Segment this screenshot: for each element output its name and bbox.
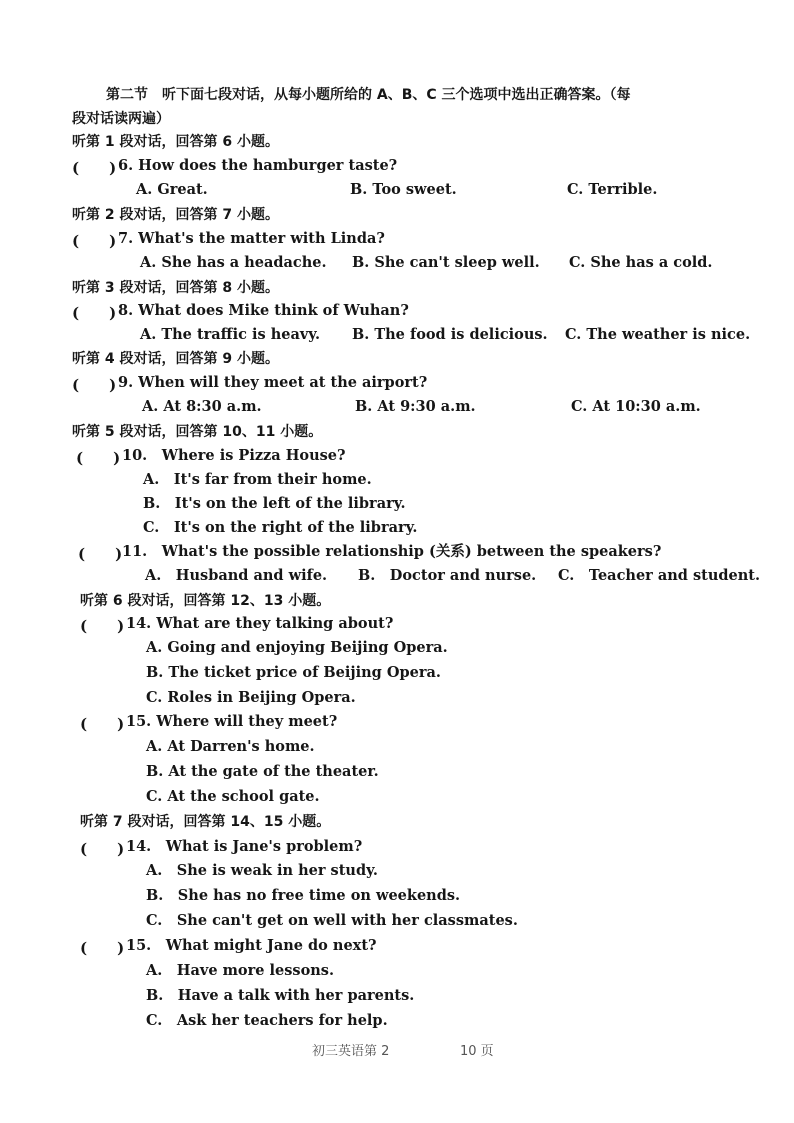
answer-blank[interactable]: ( )	[80, 840, 125, 858]
option-a: A. The traffic is heavy.	[140, 326, 321, 343]
option-b: B. Doctor and nurse.	[358, 567, 537, 584]
dialogue-intro: 听第 6 段对话，回答第 12、13 小题。	[80, 593, 331, 609]
option-a: A. She is weak in her study.	[146, 862, 378, 879]
answer-blank[interactable]: ( )	[78, 545, 123, 563]
option-c: C. Terrible.	[567, 181, 658, 198]
question-text: 6. How does the hamburger taste?	[118, 157, 398, 174]
answer-blank[interactable]: ( )	[80, 715, 125, 733]
option-b: B. The ticket price of Beijing Opera.	[146, 664, 441, 681]
question-text: 8. What does Mike think of Wuhan?	[118, 302, 409, 319]
answer-blank[interactable]: ( )	[80, 939, 125, 957]
question-text: 10. Where is Pizza House?	[122, 447, 346, 464]
option-c: C. At 10:30 a.m.	[571, 398, 701, 415]
option-b: B. Have a talk with her parents.	[146, 987, 415, 1004]
option-c: C. Teacher and student.	[558, 567, 761, 584]
option-c: C. She has a cold.	[569, 254, 713, 271]
option-c: C. The weather is nice.	[565, 326, 751, 343]
option-a: A. At Darren's home.	[146, 738, 315, 755]
dialogue-intro: 听第 4 段对话，回答第 9 小题。	[72, 351, 279, 367]
question-text: 14. What are they talking about?	[126, 615, 394, 632]
dialogue-intro: 听第 2 段对话，回答第 7 小题。	[72, 207, 279, 223]
option-b: B. The food is delicious.	[352, 326, 548, 343]
option-a: A. Going and enjoying Beijing Opera.	[146, 639, 448, 656]
dialogue-intro: 听第 7 段对话，回答第 14、15 小题。	[80, 814, 331, 830]
option-b: B. At 9:30 a.m.	[355, 398, 476, 415]
option-c: C. Roles in Beijing Opera.	[146, 689, 356, 706]
section-title-continued: 段对话读两遍）	[72, 111, 170, 127]
answer-blank[interactable]: ( )	[72, 376, 117, 394]
dialogue-intro: 听第 5 段对话，回答第 10、11 小题。	[72, 424, 323, 440]
question-text: 7. What's the matter with Linda?	[118, 230, 385, 247]
option-b: B. It's on the left of the library.	[143, 495, 406, 512]
answer-blank[interactable]: ( )	[80, 617, 125, 635]
question-text: 9. When will they meet at the airport?	[118, 374, 428, 391]
dialogue-intro: 听第 3 段对话，回答第 8 小题。	[72, 280, 279, 296]
page-footer-left: 初三英语第 2	[312, 1044, 390, 1059]
option-b: B. She can't sleep well.	[352, 254, 540, 271]
answer-blank[interactable]: ( )	[76, 449, 121, 467]
dialogue-intro: 听第 1 段对话，回答第 6 小题。	[72, 134, 279, 150]
question-text: 15. What might Jane do next?	[126, 937, 377, 954]
question-text: 14. What is Jane's problem?	[126, 838, 363, 855]
section-title: 第二节 听下面七段对话，从每小题所给的 A、B、C 三个选项中选出正确答案。（每	[106, 87, 631, 103]
option-c: C. She can't get on well with her classmates.	[146, 912, 518, 929]
option-a: A. Have more lessons.	[146, 962, 335, 979]
option-a: A. She has a headache.	[140, 254, 327, 271]
option-a: A. Husband and wife.	[145, 567, 328, 584]
question-text: 11. What's the possible relationship (关系) between the speakers?	[122, 543, 662, 560]
option-b: B. She has no free time on weekends.	[146, 887, 461, 904]
option-b: B. Too sweet.	[350, 181, 457, 198]
option-c: C. Ask her teachers for help.	[146, 1012, 388, 1029]
option-a: A. It's far from their home.	[143, 471, 372, 488]
option-a: A. At 8:30 a.m.	[142, 398, 262, 415]
option-c: C. It's on the right of the library.	[143, 519, 418, 536]
option-a: A. Great.	[136, 181, 208, 198]
option-b: B. At the gate of the theater.	[146, 763, 379, 780]
option-c: C. At the school gate.	[146, 788, 320, 805]
answer-blank[interactable]: ( )	[72, 304, 117, 322]
answer-blank[interactable]: ( )	[72, 159, 117, 177]
question-text: 15. Where will they meet?	[126, 713, 338, 730]
page-footer-right: 10 页	[460, 1044, 494, 1059]
answer-blank[interactable]: ( )	[72, 232, 117, 250]
